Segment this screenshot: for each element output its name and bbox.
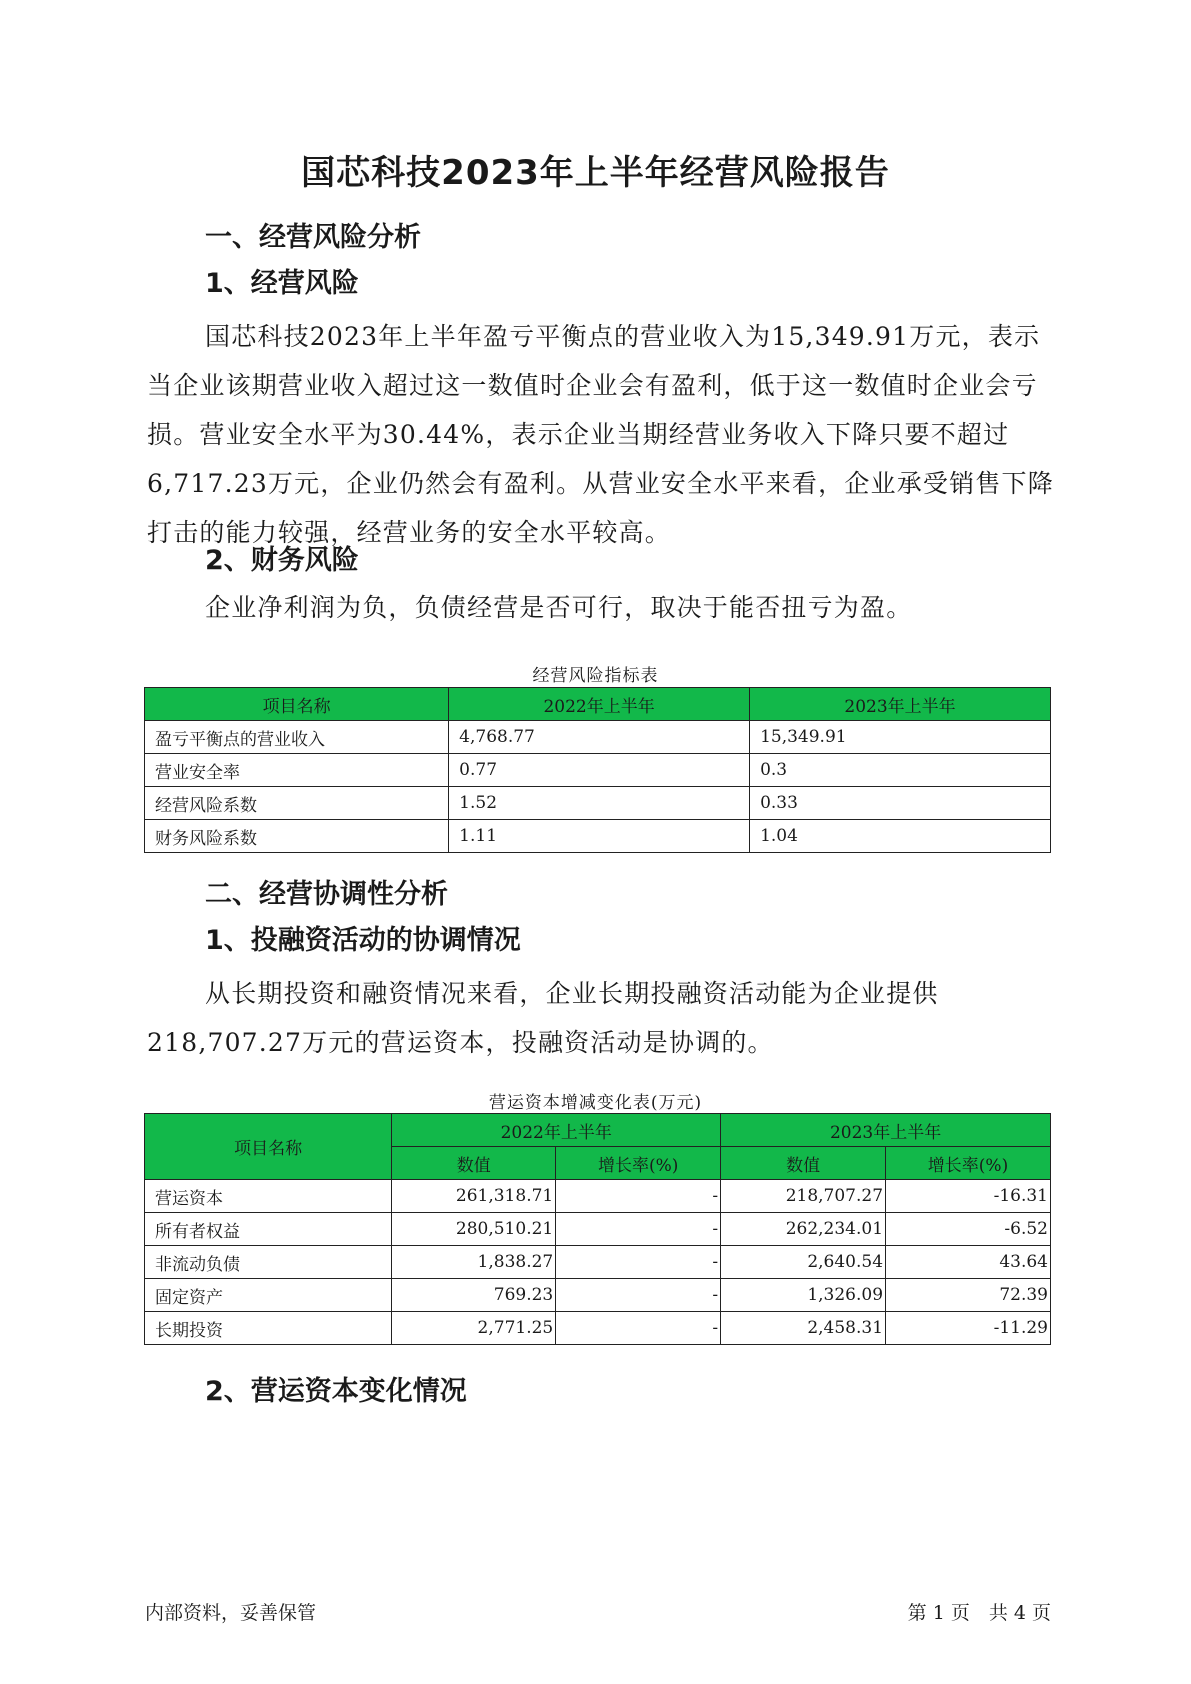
section-1-2-paragraph: 企业净利润为负，负债经营是否可行，取决于能否扭亏为盈。 (205, 593, 913, 622)
cell-growth-2023: 72.39 (886, 1279, 1051, 1312)
table-row (145, 754, 1051, 787)
table-row (145, 820, 1051, 853)
risk-indicator-table (144, 687, 1051, 853)
section-1-1-paragraph: 国芯科技2023年上半年盈亏平衡点的营业收入为15,349.91万元，表示当企业该期营业收入超过这一数值时企业会有盈利，低于这一数值时企业会亏损。营业安全水平为30.44%，表示企业当期经营业务收入下降只要不超过6,717.23万元，企业仍然会有盈利。从营业安全水平来看，企业承受销售下降打击的能力较强，经营业务的安全水平较高。 (147, 322, 1054, 547)
row-label: 长期投资 (145, 1312, 392, 1345)
subheader-value-2023: 数值 (721, 1147, 886, 1180)
table-row (145, 1180, 1051, 1213)
section-2-2-heading: 2、营运资本变化情况 (205, 1376, 467, 1407)
cell-value-2022: 280,510.21 (392, 1213, 556, 1246)
cell-growth-2022: - (556, 1312, 721, 1345)
section-1-heading: 一、经营风险分析 (205, 222, 421, 253)
cell-value-2022: 1,838.27 (392, 1246, 556, 1279)
footer-confidential-note: 内部资料，妥善保管 (145, 1602, 317, 1624)
table-row (145, 787, 1051, 820)
header-item-name: 项目名称 (145, 1114, 392, 1180)
table-header-row (145, 1114, 1051, 1147)
section-2-1-heading: 1、投融资活动的协调情况 (205, 925, 521, 956)
table-row (145, 1312, 1051, 1345)
table-row (145, 1246, 1051, 1279)
table-row (145, 1279, 1051, 1312)
risk-table-caption: 经营风险指标表 (532, 666, 659, 686)
section-2-1-paragraph: 从长期投资和融资情况来看，企业长期投融资活动能为企业提供218,707.27万元的营运资本，投融资活动是协调的。 (147, 979, 939, 1057)
cell-value-2022: 261,318.71 (392, 1180, 556, 1213)
cell-2023: 15,349.91 (750, 721, 1051, 754)
cell-growth-2022: - (556, 1180, 721, 1213)
cell-2022: 1.11 (449, 820, 750, 853)
cell-growth-2022: - (556, 1246, 721, 1279)
subheader-value-2022: 数值 (392, 1147, 556, 1180)
table-row (145, 1213, 1051, 1246)
cell-value-2022: 769.23 (392, 1279, 556, 1312)
row-label: 非流动负债 (145, 1246, 392, 1279)
table-row (145, 721, 1051, 754)
section-2-heading: 二、经营协调性分析 (205, 879, 448, 910)
row-label: 经营风险系数 (145, 787, 449, 820)
subheader-growth-2023: 增长率(%) (886, 1147, 1051, 1180)
cell-growth-2023: -11.29 (886, 1312, 1051, 1345)
header-2022: 2022年上半年 (392, 1114, 721, 1147)
cell-2022: 1.52 (449, 787, 750, 820)
footer-page-number: 第 1 页 共 4 页 (907, 1602, 1051, 1624)
cell-2023: 0.3 (750, 754, 1051, 787)
cell-growth-2023: -16.31 (886, 1180, 1051, 1213)
cell-value-2023: 218,707.27 (721, 1180, 886, 1213)
row-label: 财务风险系数 (145, 820, 449, 853)
cell-growth-2022: - (556, 1213, 721, 1246)
cell-growth-2022: - (556, 1279, 721, 1312)
section-1-1-heading: 1、经营风险 (205, 268, 359, 299)
cell-growth-2023: 43.64 (886, 1246, 1051, 1279)
row-label: 营业安全率 (145, 754, 449, 787)
cell-value-2022: 2,771.25 (392, 1312, 556, 1345)
section-1-2-heading: 2、财务风险 (205, 545, 359, 576)
header-item-name: 项目名称 (145, 688, 449, 721)
cell-value-2023: 1,326.09 (721, 1279, 886, 1312)
row-label: 营运资本 (145, 1180, 392, 1213)
cell-value-2023: 2,458.31 (721, 1312, 886, 1345)
cell-value-2023: 2,640.54 (721, 1246, 886, 1279)
cell-value-2023: 262,234.01 (721, 1213, 886, 1246)
header-2023: 2023年上半年 (721, 1114, 1051, 1147)
cell-2022: 0.77 (449, 754, 750, 787)
row-label: 所有者权益 (145, 1213, 392, 1246)
cell-growth-2023: -6.52 (886, 1213, 1051, 1246)
table-header-row (145, 688, 1051, 721)
cell-2022: 4,768.77 (449, 721, 750, 754)
document-title: 国芯科技2023年上半年经营风险报告 (301, 153, 890, 193)
header-2022: 2022年上半年 (449, 688, 750, 721)
working-capital-table-caption: 营运资本增减变化表(万元) (488, 1093, 703, 1113)
row-label: 固定资产 (145, 1279, 392, 1312)
header-2023: 2023年上半年 (750, 688, 1051, 721)
cell-2023: 1.04 (750, 820, 1051, 853)
row-label: 盈亏平衡点的营业收入 (145, 721, 449, 754)
subheader-growth-2022: 增长率(%) (556, 1147, 721, 1180)
cell-2023: 0.33 (750, 787, 1051, 820)
working-capital-table (144, 1113, 1051, 1345)
